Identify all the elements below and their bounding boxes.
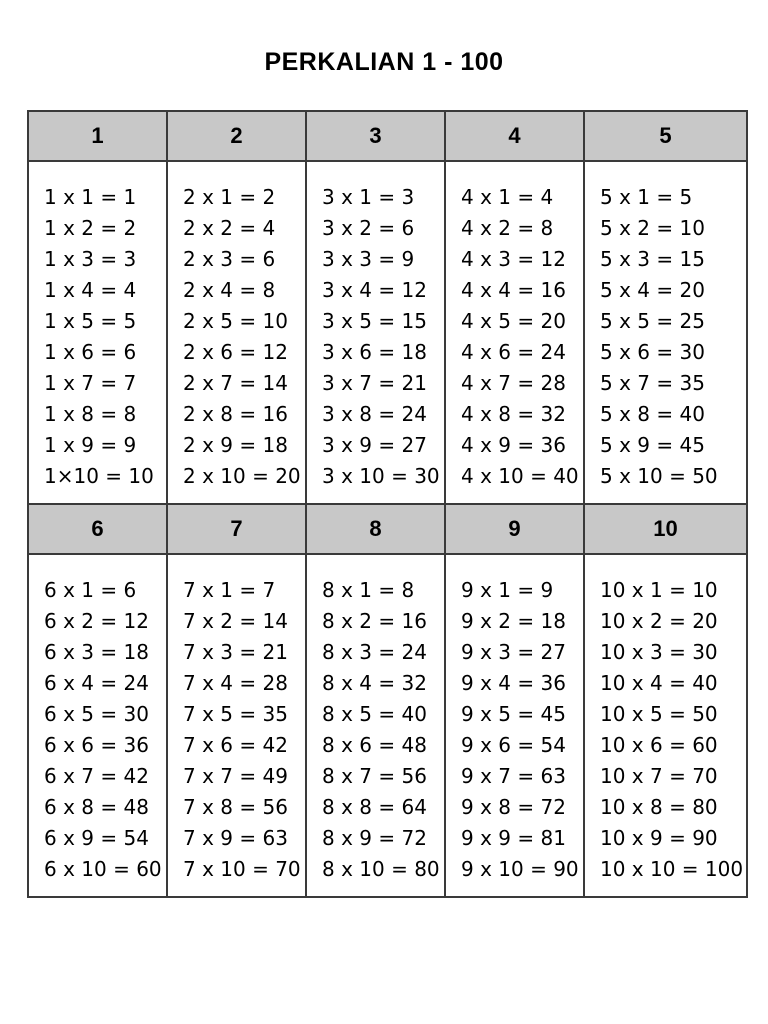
table-header: 1 (29, 112, 166, 162)
table-cell (168, 112, 307, 505)
table-line: 9 x 10 = 90 (461, 857, 579, 881)
table-line: 1 x 4 = 4 (44, 278, 137, 302)
table-line: 8 x 8 = 64 (322, 795, 427, 819)
table-header: 4 (446, 112, 583, 162)
table-line: 3 x 5 = 15 (322, 309, 427, 333)
table-line: 5 x 2 = 10 (600, 216, 705, 240)
table-line: 5 x 6 = 30 (600, 340, 705, 364)
table-line: 2 x 1 = 2 (183, 185, 276, 209)
table-line: 5 x 10 = 50 (600, 464, 718, 488)
table-cell (585, 505, 746, 896)
table-line: 7 x 3 = 21 (183, 640, 288, 664)
table-line: 6 x 7 = 42 (44, 764, 149, 788)
table-header: 7 (168, 505, 305, 555)
table-header: 2 (168, 112, 305, 162)
table-line: 7 x 1 = 7 (183, 578, 276, 602)
table-line: 4 x 7 = 28 (461, 371, 566, 395)
table-line: 6 x 5 = 30 (44, 702, 149, 726)
table-line: 4 x 3 = 12 (461, 247, 566, 271)
table-line: 8 x 6 = 48 (322, 733, 427, 757)
table-line: 6 x 4 = 24 (44, 671, 149, 695)
table-line: 8 x 10 = 80 (322, 857, 440, 881)
table-line: 7 x 10 = 70 (183, 857, 301, 881)
table-line: 9 x 1 = 9 (461, 578, 554, 602)
table-line: 10 x 9 = 90 (600, 826, 718, 850)
table-line: 8 x 9 = 72 (322, 826, 427, 850)
table-line: 6 x 9 = 54 (44, 826, 149, 850)
table-cell (307, 112, 446, 505)
table-line: 5 x 1 = 5 (600, 185, 693, 209)
table-line: 10 x 8 = 80 (600, 795, 718, 819)
table-line: 5 x 8 = 40 (600, 402, 705, 426)
table-line: 7 x 5 = 35 (183, 702, 288, 726)
table-line: 8 x 7 = 56 (322, 764, 427, 788)
table-line: 10 x 1 = 10 (600, 578, 718, 602)
table-line: 1×10 = 10 (44, 464, 154, 488)
table-line: 1 x 3 = 3 (44, 247, 137, 271)
table-line: 3 x 10 = 30 (322, 464, 440, 488)
table-line: 9 x 7 = 63 (461, 764, 566, 788)
table-line: 6 x 2 = 12 (44, 609, 149, 633)
table-line: 1 x 5 = 5 (44, 309, 137, 333)
table-line: 2 x 6 = 12 (183, 340, 288, 364)
table-header: 9 (446, 505, 583, 555)
table-line: 2 x 5 = 10 (183, 309, 288, 333)
table-line: 4 x 9 = 36 (461, 433, 566, 457)
table-line: 4 x 2 = 8 (461, 216, 554, 240)
table-lines (585, 162, 746, 492)
table-line: 2 x 8 = 16 (183, 402, 288, 426)
table-header: 6 (29, 505, 166, 555)
table-cell (29, 112, 168, 505)
table-line: 4 x 4 = 16 (461, 278, 566, 302)
table-line: 5 x 5 = 25 (600, 309, 705, 333)
table-line: 2 x 4 = 8 (183, 278, 276, 302)
table-line: 6 x 3 = 18 (44, 640, 149, 664)
table-line: 9 x 9 = 81 (461, 826, 566, 850)
table-lines (29, 555, 166, 885)
table-line: 7 x 9 = 63 (183, 826, 288, 850)
table-header: 8 (307, 505, 444, 555)
table-header: 3 (307, 112, 444, 162)
table-header: 10 (585, 505, 746, 555)
table-line: 1 x 1 = 1 (44, 185, 137, 209)
table-line: 4 x 6 = 24 (461, 340, 566, 364)
table-line: 6 x 6 = 36 (44, 733, 149, 757)
table-line: 9 x 5 = 45 (461, 702, 566, 726)
table-line: 3 x 8 = 24 (322, 402, 427, 426)
table-line: 8 x 4 = 32 (322, 671, 427, 695)
table-line: 1 x 2 = 2 (44, 216, 137, 240)
table-line: 9 x 2 = 18 (461, 609, 566, 633)
table-line: 1 x 6 = 6 (44, 340, 137, 364)
table-line: 3 x 3 = 9 (322, 247, 415, 271)
table-line: 10 x 7 = 70 (600, 764, 718, 788)
table-line: 5 x 4 = 20 (600, 278, 705, 302)
table-line: 3 x 2 = 6 (322, 216, 415, 240)
table-cell (446, 505, 585, 896)
table-cell (168, 505, 307, 896)
table-line: 2 x 3 = 6 (183, 247, 276, 271)
table-header: 5 (585, 112, 746, 162)
table-line: 10 x 4 = 40 (600, 671, 718, 695)
table-line: 5 x 7 = 35 (600, 371, 705, 395)
multiplication-grid (27, 110, 748, 898)
table-line: 1 x 9 = 9 (44, 433, 137, 457)
table-lines (168, 162, 305, 492)
table-lines (307, 555, 444, 885)
table-line: 5 x 9 = 45 (600, 433, 705, 457)
table-line: 3 x 7 = 21 (322, 371, 427, 395)
table-lines (446, 162, 583, 492)
table-line: 9 x 4 = 36 (461, 671, 566, 695)
table-lines (446, 555, 583, 885)
table-cell (446, 112, 585, 505)
table-line: 10 x 6 = 60 (600, 733, 718, 757)
table-line: 8 x 3 = 24 (322, 640, 427, 664)
table-line: 7 x 6 = 42 (183, 733, 288, 757)
table-line: 7 x 2 = 14 (183, 609, 288, 633)
table-line: 1 x 7 = 7 (44, 371, 137, 395)
table-line: 6 x 10 = 60 (44, 857, 162, 881)
table-line: 5 x 3 = 15 (600, 247, 705, 271)
table-line: 1 x 8 = 8 (44, 402, 137, 426)
table-line: 3 x 4 = 12 (322, 278, 427, 302)
page-title: PERKALIAN 1 - 100 (264, 48, 504, 76)
table-lines (168, 555, 305, 885)
table-line: 2 x 10 = 20 (183, 464, 301, 488)
table-lines (585, 555, 746, 885)
table-line: 6 x 1 = 6 (44, 578, 137, 602)
table-line: 10 x 2 = 20 (600, 609, 718, 633)
table-line: 3 x 6 = 18 (322, 340, 427, 364)
table-line: 10 x 10 = 100 (600, 857, 744, 881)
table-line: 2 x 9 = 18 (183, 433, 288, 457)
table-line: 10 x 5 = 50 (600, 702, 718, 726)
table-line: 7 x 7 = 49 (183, 764, 288, 788)
table-line: 3 x 9 = 27 (322, 433, 427, 457)
table-cell (585, 112, 746, 505)
table-line: 9 x 6 = 54 (461, 733, 566, 757)
table-lines (29, 162, 166, 492)
table-line: 7 x 4 = 28 (183, 671, 288, 695)
table-line: 3 x 1 = 3 (322, 185, 415, 209)
table-line: 4 x 5 = 20 (461, 309, 566, 333)
table-line: 4 x 10 = 40 (461, 464, 579, 488)
table-line: 4 x 1 = 4 (461, 185, 554, 209)
table-line: 10 x 3 = 30 (600, 640, 718, 664)
table-line: 8 x 1 = 8 (322, 578, 415, 602)
table-line: 6 x 8 = 48 (44, 795, 149, 819)
table-line: 9 x 8 = 72 (461, 795, 566, 819)
table-lines (307, 162, 444, 492)
table-line: 9 x 3 = 27 (461, 640, 566, 664)
table-cell (29, 505, 168, 896)
table-cell (307, 505, 446, 896)
table-line: 2 x 2 = 4 (183, 216, 276, 240)
table-line: 8 x 5 = 40 (322, 702, 427, 726)
table-line: 4 x 8 = 32 (461, 402, 566, 426)
table-line: 7 x 8 = 56 (183, 795, 288, 819)
table-line: 8 x 2 = 16 (322, 609, 427, 633)
table-line: 2 x 7 = 14 (183, 371, 288, 395)
